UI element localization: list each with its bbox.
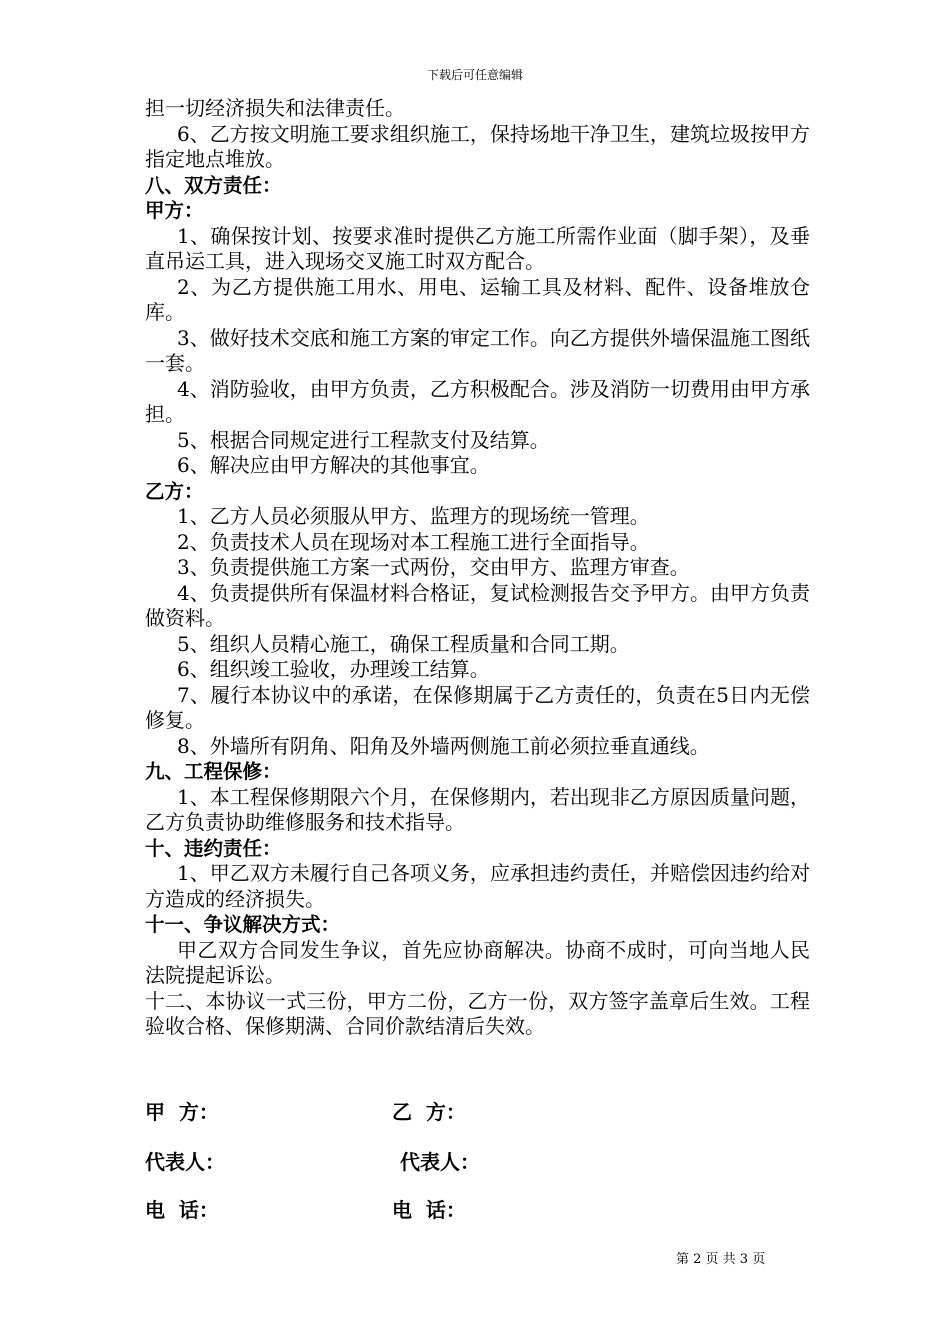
paragraph: 1、甲乙双方未履行自己各项义务，应承担违约责任，并赔偿因违约给对方造成的经济损失。 — [145, 861, 810, 911]
section-heading: 十、违约责任： — [145, 836, 282, 860]
paragraph: 3、负责提供施工方案一式两份，交由甲方、监理方审查。 — [177, 555, 690, 579]
paragraph: 1、确保按计划、按要求准时提供乙方施工所需作业面（脚手架），及垂直吊运工具，进入现场交叉施工时双方配合。 — [145, 223, 810, 273]
paragraph: 甲乙双方合同发生争议，首先应协商解决。协商不成时，可向当地人民法院提起诉讼。 — [145, 937, 810, 987]
party-a-label: 甲 方： — [145, 1100, 219, 1124]
document-body — [145, 96, 810, 1040]
section-heading: 乙方： — [145, 479, 204, 503]
section-heading: 十一、争议解决方式： — [145, 913, 341, 936]
paragraph: 8、外墙所有阴角、阳角及外墙两侧施工前必须拉垂直通线。 — [177, 733, 710, 758]
paragraph: 担一切经济损失和法律责任。 — [145, 96, 405, 120]
paragraph: 4、负责提供所有保温材料合格证，复试检测报告交予甲方。由甲方负责做资料。 — [145, 580, 810, 630]
paragraph: 1、本工程保修期限六个月，在保修期内，若出现非乙方原因质量问题，乙方负责协助维修服务和技术指导。 — [145, 784, 810, 834]
paragraph: 6、乙方按文明施工要求组织施工，保持场地干净卫生，建筑垃圾按甲方指定地点堆放。 — [145, 121, 810, 171]
paragraph: 6、解决应由甲方解决的其他事宜。 — [177, 453, 490, 477]
representative-b-label: 代表人： — [400, 1150, 480, 1174]
paragraph: 2、负责技术人员在现场对本工程施工进行全面指导。 — [177, 529, 650, 554]
representative-a-label: 代表人： — [145, 1150, 225, 1174]
paragraph: 4、消防验收，由甲方负责，乙方积极配合。涉及消防一切费用由甲方承担。 — [145, 376, 810, 426]
paragraph: 7、履行本协议中的承诺，在保修期属于乙方责任的，负责在5日内无偿修复。 — [145, 682, 810, 732]
paragraph: 十二、本协议一式三份，甲方二份，乙方一份，双方签字盖章后生效。工程验收合格、保修期满、合同价款结清后失效。 — [145, 988, 810, 1038]
paragraph: 6、组织竣工验收，办理竣工结算。 — [177, 657, 490, 681]
section-heading: 九、工程保修： — [145, 760, 282, 783]
page-header: 下载后可任意编辑 — [426, 68, 523, 82]
party-b-label: 乙 方： — [392, 1100, 466, 1124]
phone-b-label: 电 话： — [392, 1198, 466, 1222]
section-heading: 甲方： — [145, 199, 204, 222]
phone-a-label: 电 话： — [145, 1198, 219, 1222]
paragraph: 1、乙方人员必须服从甲方、监理方的现场统一管理。 — [177, 504, 650, 528]
paragraph: 2、为乙方提供施工用水、用电、运输工具及材料、配件、设备堆放仓库。 — [145, 274, 810, 324]
section-heading: 八、双方责任： — [145, 173, 282, 197]
paragraph: 5、组织人员精心施工，确保工程质量和合同工期。 — [177, 631, 630, 656]
paragraph: 5、根据合同规定进行工程款支付及结算。 — [177, 427, 550, 452]
paragraph: 3、做好技术交底和施工方案的审定工作。向乙方提供外墙保温施工图纸一套。 — [145, 325, 810, 375]
page-number: 第 2 页 共 3 页 — [676, 1252, 766, 1267]
